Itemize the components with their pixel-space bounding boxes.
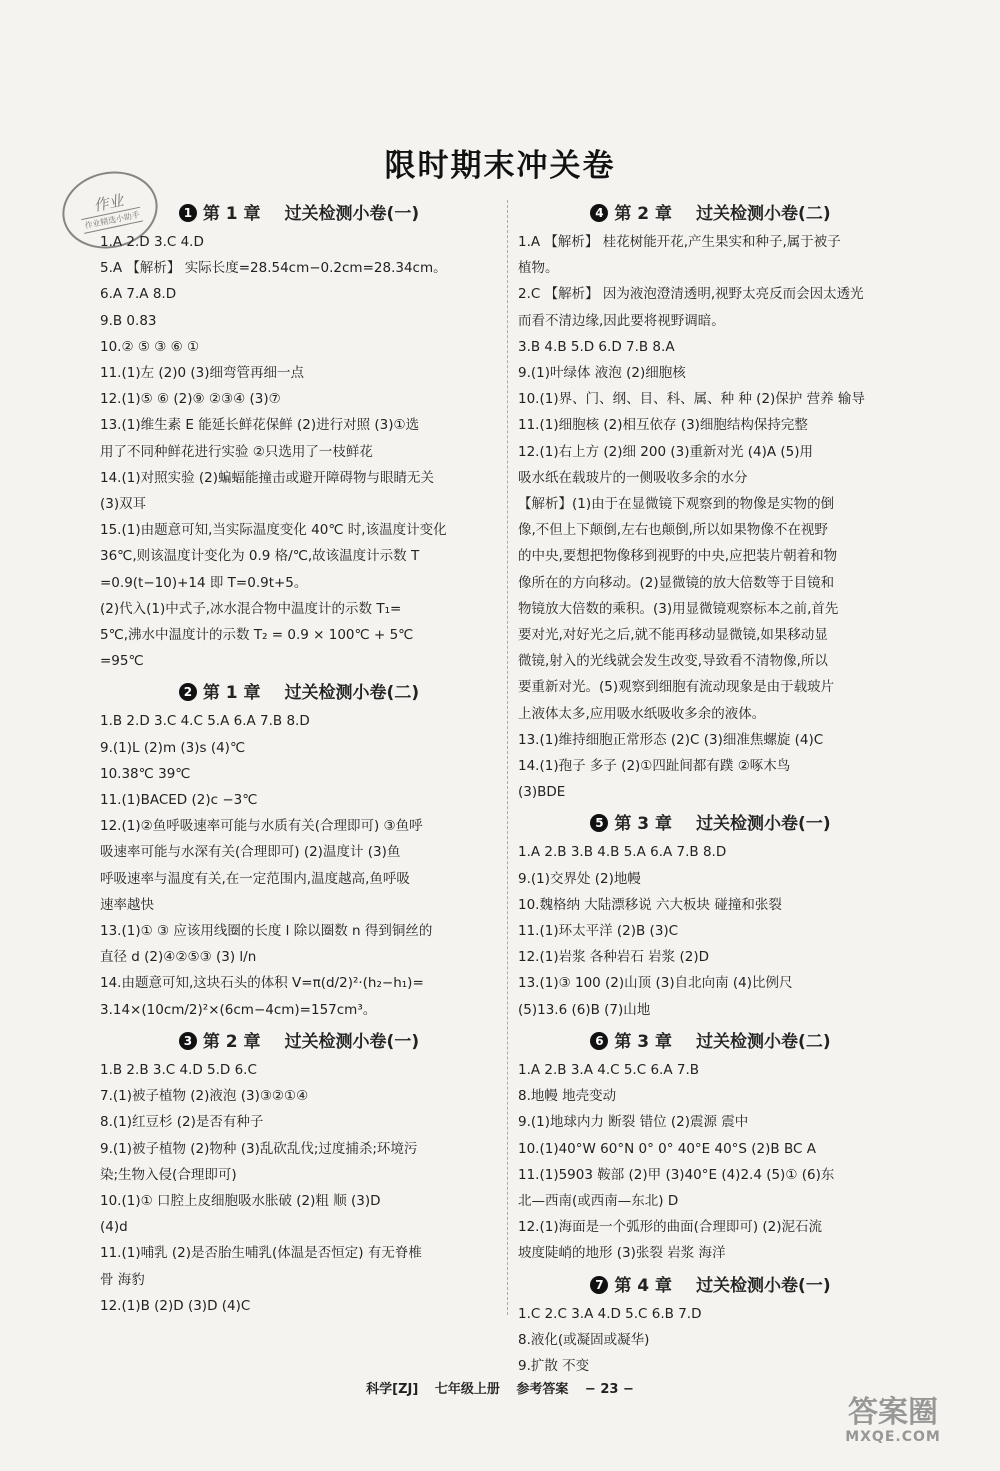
answer-line: 9.(1)L (2)m (3)s (4)℃	[100, 739, 246, 756]
section-chapter: 第 4 章	[614, 1275, 673, 1296]
section-name: 过关检测小卷(二)	[284, 683, 420, 704]
answer-line: 吸速率可能与水深有关(合理即可) (2)温度计 (3)鱼	[100, 844, 401, 861]
answer-line: 15.(1)由题意可知,当实际温度变化 40℃ 时,该温度计变化	[100, 522, 447, 539]
answer-line: (4)d	[100, 1219, 128, 1236]
answer-line: 11.(1)环太平洋 (2)B (3)C	[518, 923, 679, 940]
footer-page-number: − 23 −	[584, 1382, 634, 1397]
answer-line: 12.(1)⑤ ⑥ (2)⑨ ②③④ (3)⑦	[100, 391, 281, 408]
answer-line: 11.(1)左 (2)0 (3)细弯管再细一点	[100, 365, 305, 382]
answer-line: 2.C 【解析】 因为液泡澄清透明,视野太亮反而会因太透光	[518, 286, 864, 303]
watermark-logo	[818, 1395, 968, 1453]
answer-line: 1.B 2.B 3.C 4.D 5.D 6.C	[100, 1061, 257, 1078]
answer-line: 11.(1)哺乳 (2)是否胎生哺乳(体温是否恒定) 有无脊椎	[100, 1245, 422, 1262]
section-heading	[518, 199, 903, 229]
answer-line: 10.② ⑤ ③ ⑥ ①	[100, 338, 200, 355]
answer-line: 8.(1)红豆杉 (2)是否有种子	[100, 1114, 264, 1131]
answer-line: 染;生物入侵(合理即可)	[100, 1166, 237, 1183]
answer-line: 11.(1)BACED (2)c −3℃	[100, 792, 258, 809]
stamp-line-2: 作业精选小助手	[81, 207, 143, 234]
section-name: 过关检测小卷(一)	[284, 204, 420, 224]
section-heading	[518, 1271, 903, 1301]
answer-line: 9.扩散 不变	[518, 1357, 590, 1374]
answer-line: 直径 d (2)④②⑤③ (3) l/n	[100, 949, 257, 966]
section-heading	[100, 1027, 498, 1057]
answer-line: 9.B 0.83	[100, 312, 157, 329]
answer-line: 1.A 2.D 3.C 4.D	[100, 234, 204, 250]
answer-line: 1.B 2.D 3.C 4.C 5.A 6.A 7.B 8.D	[100, 713, 310, 730]
answer-line: 1.C 2.C 3.A 4.D 5.C 6.B 7.D	[518, 1305, 702, 1322]
page-title: 限时期末冲关卷	[384, 148, 616, 184]
section-number-badge: 3	[179, 1032, 197, 1050]
section-name: 过关检测小卷(一)	[696, 1275, 831, 1296]
answer-line: =95℃	[100, 653, 144, 670]
answer-line: 的中央,要想把物像移到视野的中央,应把装片朝着和物	[518, 548, 838, 565]
answer-line: 9.(1)被子植物 (2)物种 (3)乱砍乱伐;过度捕杀;环境污	[100, 1140, 418, 1157]
answer-line: 10.38℃ 39℃	[100, 765, 191, 782]
answer-line: 13.(1)维生素 E 能延长鲜花保鲜 (2)进行对照 (3)①选	[100, 417, 420, 434]
stamp-line-1: 作业	[91, 191, 126, 216]
answer-line: 9.(1)叶绿体 液泡 (2)细胞核	[518, 365, 686, 382]
section-chapter: 第 2 章	[202, 1031, 261, 1052]
answer-line: 9.(1)交界处 (2)地幔	[518, 870, 641, 887]
section-name: 过关检测小卷(二)	[696, 1031, 831, 1052]
answer-line: 1.A 2.B 3.A 4.C 5.C 6.A 7.B	[518, 1061, 699, 1078]
answer-line: 要对光,对好光之后,就不能再移动显微镜,如果移动显	[518, 627, 828, 644]
section-heading	[518, 1027, 903, 1057]
answer-line: 1.A 【解析】 桂花树能开花,产生果实和种子,属于被子	[518, 234, 841, 250]
section-name: 过关检测小卷(一)	[284, 1031, 420, 1052]
answer-line: 5.A 【解析】 实际长度=28.54cm−0.2cm=28.34cm。	[100, 260, 447, 277]
answer-line: 1.A 2.B 3.B 4.B 5.A 6.A 7.B 8.D	[518, 844, 727, 861]
answer-line: 11.(1)5903 鞍部 (2)甲 (3)40°E (4)2.4 (5)① (6)东	[518, 1166, 835, 1183]
answer-line: 6.A 7.A 8.D	[100, 286, 177, 303]
answer-line: 像所在的方向移动。(2)显微镜的放大倍数等于目镜和	[518, 574, 835, 591]
answer-line: 3.14×(10cm/2)²×(6cm−4cm)=157cm³。	[100, 1001, 377, 1018]
answer-line: 9.(1)地球内力 断裂 错位 (2)震源 震中	[518, 1114, 749, 1131]
answer-line: 北—西南(或西南—东北) D	[518, 1192, 679, 1209]
answer-line: 7.(1)被子植物 (2)液泡 (3)③②①④	[100, 1088, 309, 1105]
answer-line: =0.9(t−10)+14 即 T=0.9t+5。	[100, 574, 308, 591]
answer-line: 12.(1)B (2)D (3)D (4)C	[100, 1297, 251, 1314]
answer-line: 5℃,沸水中温度计的示数 T₂ = 0.9 × 100℃ + 5℃	[100, 627, 414, 644]
answer-line: 14.(1)孢子 多子 (2)①四趾间都有蹼 ②啄木鸟	[518, 758, 791, 775]
answer-line: 呼吸速率与温度有关,在一定范围内,温度越高,鱼呼吸	[100, 870, 410, 887]
answer-line: 坡度陡峭的地形 (3)张裂 岩浆 海洋	[518, 1245, 726, 1262]
section-name: 过关检测小卷(二)	[696, 204, 831, 224]
answer-line: 8.液化(或凝固或凝华)	[518, 1331, 650, 1348]
answer-line: 13.(1)① ③ 应该用线圈的长度 l 除以圈数 n 得到铜丝的	[100, 923, 433, 940]
answer-line: (3)双耳	[100, 496, 147, 513]
answer-line: 12.(1)②鱼呼吸速率可能与水质有关(合理即可) ③鱼呼	[100, 818, 423, 835]
answer-line: 上液体太多,应用吸水纸吸收多余的液体。	[518, 705, 766, 722]
section-heading	[518, 809, 903, 839]
answer-line: 骨 海豹	[100, 1271, 145, 1288]
answer-line: 要重新对光。(5)观察到细胞有流动现象是由于载玻片	[518, 679, 835, 696]
answer-line: 微镜,射入的光线就会发生改变,导致看不清物像,所以	[518, 653, 828, 670]
section-heading	[100, 678, 498, 708]
watermark-sub: MXQE.COM	[845, 1429, 941, 1445]
right-column	[518, 195, 903, 1379]
section-number-badge: 5	[590, 814, 608, 832]
answer-line: 14.(1)对照实验 (2)蝙蝠能撞击或避开障碍物与眼睛无关	[100, 469, 435, 486]
section-number-badge: 7	[590, 1276, 608, 1294]
section-chapter: 第 3 章	[614, 1031, 673, 1052]
section-chapter: 第 2 章	[614, 204, 673, 224]
answer-line: 速率越快	[100, 896, 154, 913]
column-divider	[507, 200, 508, 1315]
answer-line: (2)代入(1)中式子,冰水混合物中温度计的示数 T₁=	[100, 600, 402, 617]
answer-line: 13.(1)③ 100 (2)山顶 (3)自北向南 (4)比例尺	[518, 975, 793, 992]
answer-line: 吸水纸在载玻片的一侧吸收多余的水分	[518, 469, 748, 486]
answer-line: 14.由题意可知,这块石头的体积 V=π(d/2)²·(h₂−h₁)=	[100, 975, 424, 992]
answer-line: 13.(1)维持细胞正常形态 (2)C (3)细准焦螺旋 (4)C	[518, 731, 824, 748]
answer-line: 12.(1)右上方 (2)细 200 (3)重新对光 (4)A (5)用	[518, 443, 814, 460]
section-chapter: 第 3 章	[614, 814, 673, 835]
footer-grade: 七年级上册	[434, 1382, 500, 1397]
section-name: 过关检测小卷(一)	[696, 814, 831, 835]
answer-line: 而看不清边缘,因此要将视野调暗。	[518, 312, 725, 329]
answer-line: (5)13.6 (6)B (7)山地	[518, 1001, 651, 1018]
section-heading	[100, 199, 498, 229]
section-number-badge: 2	[179, 683, 197, 701]
answer-line: 8.地幔 地壳变动	[518, 1088, 617, 1105]
answer-line: 用了不同种鲜花进行实验 ②只选用了一枝鲜花	[100, 443, 373, 460]
answer-line: 物镜放大倍数的乘积。(3)用显微镜观察标本之前,首先	[518, 600, 839, 617]
answer-line: 像,不但上下颠倒,左右也颠倒,所以如果物像不在视野	[518, 522, 828, 539]
footer-subject: 科学[ZJ]	[366, 1382, 419, 1397]
answer-line: 植物。	[518, 260, 559, 277]
left-column	[100, 195, 498, 1319]
answer-line: 10.(1)40°W 60°N 0° 0° 40°E 40°S (2)B BC A	[518, 1140, 816, 1157]
answer-line: 10.(1)界、门、纲、目、科、属、种 种 (2)保护 营养 输导	[518, 391, 865, 408]
answer-line: 36℃,则该温度计变化为 0.9 格/℃,故该温度计示数 T	[100, 548, 420, 565]
section-chapter: 第 1 章	[202, 683, 261, 704]
watermark-main: 答案圈	[848, 1395, 938, 1430]
footer-label: 参考答案	[516, 1382, 569, 1397]
answer-line: (3)BDE	[518, 784, 566, 801]
answer-line: 10.(1)① 口腔上皮细胞吸水胀破 (2)粗 顺 (3)D	[100, 1192, 381, 1209]
answer-line: 10.魏格纳 大陆漂移说 六大板块 碰撞和张裂	[518, 896, 782, 913]
answer-line: 12.(1)海面是一个弧形的曲面(合理即可) (2)泥石流	[518, 1219, 823, 1236]
section-number-badge: 6	[590, 1032, 608, 1050]
answer-line: 11.(1)细胞核 (2)相互依存 (3)细胞结构保持完整	[518, 417, 808, 434]
section-chapter: 第 1 章	[202, 204, 261, 224]
section-number-badge: 1	[179, 204, 197, 222]
answer-line: 【解析】(1)由于在显微镜下观察到的物像是实物的倒	[518, 496, 835, 513]
answer-line: 12.(1)岩浆 各种岩石 岩浆 (2)D	[518, 949, 709, 966]
section-number-badge: 4	[590, 204, 608, 222]
answer-line: 3.B 4.B 5.D 6.D 7.B 8.A	[518, 338, 675, 355]
